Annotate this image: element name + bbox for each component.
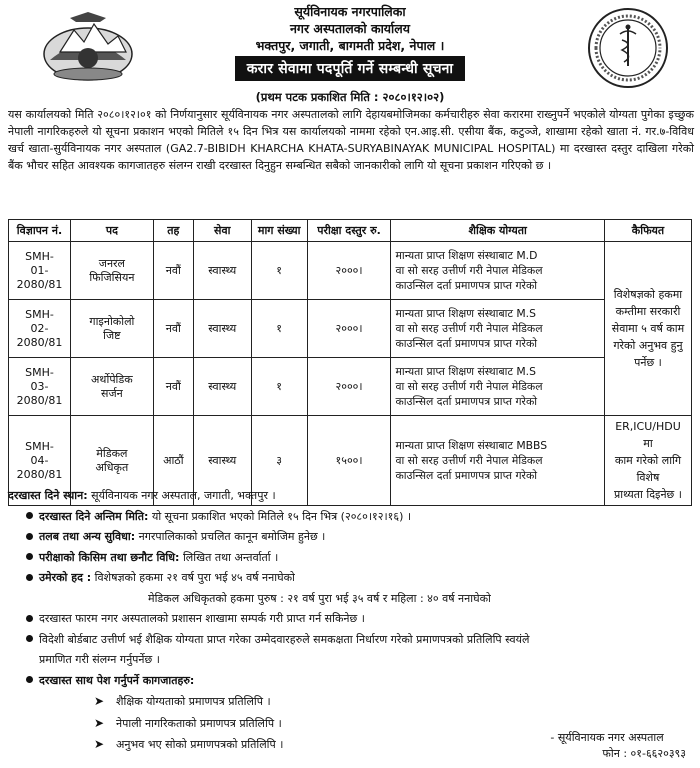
- col-header-fee: परीक्षा दस्तुर रु.: [307, 220, 391, 242]
- service-cell: स्वास्थ्य: [193, 242, 251, 300]
- arrow-right-icon: ➤: [94, 715, 105, 730]
- level-cell: नवौं: [153, 242, 193, 300]
- doc-item-text: अनुभव भए सोको प्रमाणपत्रको प्रतिलिपि ।: [116, 738, 284, 751]
- form-note-line: [8, 609, 694, 630]
- phone-number: फोन : ०१-६६२०३९३: [602, 747, 686, 760]
- deadline-label: दरखास्त दिने अन्तिम मिति:: [39, 509, 149, 523]
- bullet-icon: [26, 615, 33, 622]
- col-header-qualification: शैक्षिक योग्यता: [391, 220, 605, 242]
- notice-footer: [550, 730, 686, 762]
- ad-no-cell: SMH- 02- 2080/81: [9, 300, 71, 358]
- col-header-level: तह: [153, 220, 193, 242]
- col-header-service: सेवा: [193, 220, 251, 242]
- qualification-cell: मान्यता प्राप्त शिक्षण संस्थाबाट M.D वा सो सरह उत्तीर्ण गरी नेपाल मेडिकल काउन्सिल दर्ता प्रमाणपत्र प्राप्त गरेको: [391, 242, 605, 300]
- count-cell: ३: [251, 416, 307, 506]
- service-cell: स्वास्थ्य: [193, 358, 251, 416]
- col-header-post: पद: [70, 220, 153, 242]
- level-cell: नवौं: [153, 358, 193, 416]
- post-cell: अर्थोपेडिक सर्जन: [70, 358, 153, 416]
- exam-line: [8, 548, 694, 569]
- apply-place-line: [8, 486, 694, 507]
- level-cell: नवौं: [153, 300, 193, 358]
- notice-title: करार सेवामा पदपूर्ति गर्ने सम्बन्धी सूचना: [235, 56, 466, 81]
- foreign-note-line: [8, 630, 694, 651]
- apply-place-label: दरखास्त दिने स्थान:: [8, 489, 88, 502]
- fee-cell: २०००।: [307, 358, 391, 416]
- service-cell: स्वास्थ्य: [193, 300, 251, 358]
- exam-value: लिखित तथा अन्तर्वार्ता ।: [179, 550, 279, 564]
- qualification-cell: मान्यता प्राप्त शिक्षण संस्थाबाट MBBS वा सो सरह उत्तीर्ण गरी नेपाल मेडिकल काउन्सिल दर्ता प्रमाणपत्र प्राप्त गरेको: [391, 416, 605, 506]
- age-line-mo: मेडिकल अधिकृतको हकमा पुरुष : २१ वर्ष पुरा भई ३५ वर्ष र महिला : ४० वर्ष ननाघेको: [148, 591, 491, 605]
- salary-line: [8, 527, 694, 548]
- count-cell: १: [251, 242, 307, 300]
- municipality-name: सूर्यविनायक नगरपालिका: [294, 4, 406, 19]
- post-cell: जनरल फिजिसियन: [70, 242, 153, 300]
- col-header-remarks: कैफियत: [604, 220, 691, 242]
- level-cell: आठौं: [153, 416, 193, 506]
- count-cell: १: [251, 300, 307, 358]
- salary-value: नगरपालिकाको प्रचलित कानून बमोजिम हुनेछ ।: [135, 530, 326, 543]
- doc-item-text: शैक्षिक योग्यताको प्रमाणपत्र प्रतिलिपि ।: [116, 695, 271, 708]
- publication-date: (प्रथम पटक प्रकाशित मिति : २०८०।१२।०२): [255, 90, 445, 104]
- fee-cell: २०००।: [307, 300, 391, 358]
- bullet-icon: [26, 553, 33, 560]
- age-label: उमेरको हद :: [39, 571, 92, 584]
- office-address: भक्तपुर, जगाती, बागमती प्रदेश, नेपाल ।: [255, 38, 445, 53]
- foreign-note-line-2: प्रमाणित गरी संलग्न गर्नुपर्नेछ ।: [39, 653, 160, 666]
- count-cell: १: [251, 358, 307, 416]
- deadline-value: यो सूचना प्रकाशित भएको मितिले १५ दिन भित्र (२०८०।१२।१६) ।: [148, 509, 412, 523]
- bullet-icon: [26, 574, 33, 581]
- table-row: [9, 300, 692, 358]
- post-cell: गाइनोकोलो जिष्ट: [70, 300, 153, 358]
- bullet-icon: [26, 533, 33, 540]
- bullet-icon: [26, 635, 33, 642]
- fee-cell: २०००।: [307, 242, 391, 300]
- table-row: [9, 242, 692, 300]
- list-item: [8, 691, 694, 713]
- intro-paragraph: यस कार्यालयको मिति २०८०।१२।०१ को निर्णयानुसार सूर्यविनायक नगर अस्पतालको लागि देहायबमोजिमका कर्मचारीहरु सेवा करारमा राख्नुपर्ने भएकोले योग्यता पुगेका इच्छुक नेपाली नागरिकहरुले यो सूचना प्रकाशन भएको मितिले १५ दिन भित्र यस कार्यालयको नाममा रहेको एन.आइ.सी. एसीया बैंक, कटुञ्जे, शाखामा रहेको खाता नं. गर.७-विविध खर्च खाता-सुर्यविनायक नगर अस्पताल (GA2.7-BIBIDH KHARCHA KHATA-SURYABINAYAK MUNICIPAL HOSPITAL) मा दरखास्त दस्तुर दाखिला गरेको बैंक भौचर सहित आवश्यक कागजातहरु संलग्न राखी दरखास्त दिनुहुन सम्बन्धित सबैको जानकारीको लागि यो सूचना प्रकाशन गरिएको छ ।: [8, 108, 694, 172]
- ad-no-cell: SMH- 04- 2080/81: [9, 416, 71, 506]
- col-header-ad-no: विज्ञापन नं.: [9, 220, 71, 242]
- qualification-cell: मान्यता प्राप्त शिक्षण संस्थाबाट M.S वा सो सरह उत्तीर्ण गरी नेपाल मेडिकल काउन्सिल दर्ता प्रमाणपत्र प्राप्त गरेको: [391, 358, 605, 416]
- deadline-line: [8, 507, 694, 528]
- foreign-note-1: विदेशी बोर्डबाट उत्तीर्ण भई शैक्षिक योग्यता प्राप्त गरेका उम्मेदवारहरुले समकक्षता निर्धारण गरेको प्रमाणपत्रको प्रतिलिपि स्वयंले: [39, 632, 530, 646]
- ad-no-cell: SMH- 01- 2080/81: [9, 242, 71, 300]
- fee-cell: १५००।: [307, 416, 391, 506]
- doc-item-text: नेपाली नागरिकताको प्रमाणपत्र प्रतिलिपि ।: [116, 716, 282, 730]
- remark-mo-cell: ER,ICU/HDU मा काम गरेको लागि विशेष प्राथ्यता दिइनेछ ।: [604, 416, 691, 506]
- exam-label: परीक्षाको किसिम तथा छनौट विधि:: [39, 550, 180, 564]
- apply-place-value: सूर्यविनायक नगर अस्पताल, जगाती, भक्तपुर ।: [87, 489, 276, 502]
- arrow-right-icon: ➤: [94, 737, 105, 751]
- qualification-cell: मान्यता प्राप्त शिक्षण संस्थाबाट M.S वा सो सरह उत्तीर्ण गरी नेपाल मेडिकल काउन्सिल दर्ता प्रमाणपत्र प्राप्त गरेको: [391, 300, 605, 358]
- age-line: [8, 568, 694, 589]
- hospital-office-name: नगर अस्पतालको कार्यालय: [289, 21, 411, 36]
- service-cell: स्वास्थ्य: [193, 416, 251, 506]
- vacancy-table: [8, 219, 692, 506]
- post-cell: मेडिकल अधिकृत: [70, 416, 153, 506]
- arrow-right-icon: ➤: [94, 694, 105, 708]
- signoff: - सूर्यविनायक नगर अस्पताल: [550, 731, 664, 744]
- col-header-count: माग संख्या: [251, 220, 307, 242]
- bullet-icon: [26, 676, 33, 683]
- docs-label: दरखास्त साथ पेश गर्नुपर्ने कागजातहरु:: [39, 673, 195, 687]
- table-row: [9, 358, 692, 416]
- hospital-seal-icon: [586, 6, 670, 90]
- remark-specialist-cell: विशेषज्ञको हकमा कम्तीमा सरकारी सेवामा ५ वर्ष काम गरेको अनुभव हुनु पर्नेछ ।: [604, 242, 691, 416]
- form-note: दरखास्त फारम नगर अस्पतालको प्रशासन शाखामा सम्पर्क गरी प्राप्त गर्न सकिनेछ ।: [39, 612, 365, 625]
- table-header-row: [9, 220, 692, 242]
- ad-no-cell: SMH- 03- 2080/81: [9, 358, 71, 416]
- details-section: [8, 486, 694, 756]
- age-value-specialist: विशेषज्ञको हकमा २१ वर्ष पुरा भई ४५ वर्ष ननाघेको: [91, 571, 295, 584]
- bullet-icon: [26, 512, 33, 519]
- salary-label: तलब तथा अन्य सुविधा:: [39, 530, 136, 543]
- docs-label-line: [8, 671, 694, 692]
- notice-header: [0, 0, 700, 92]
